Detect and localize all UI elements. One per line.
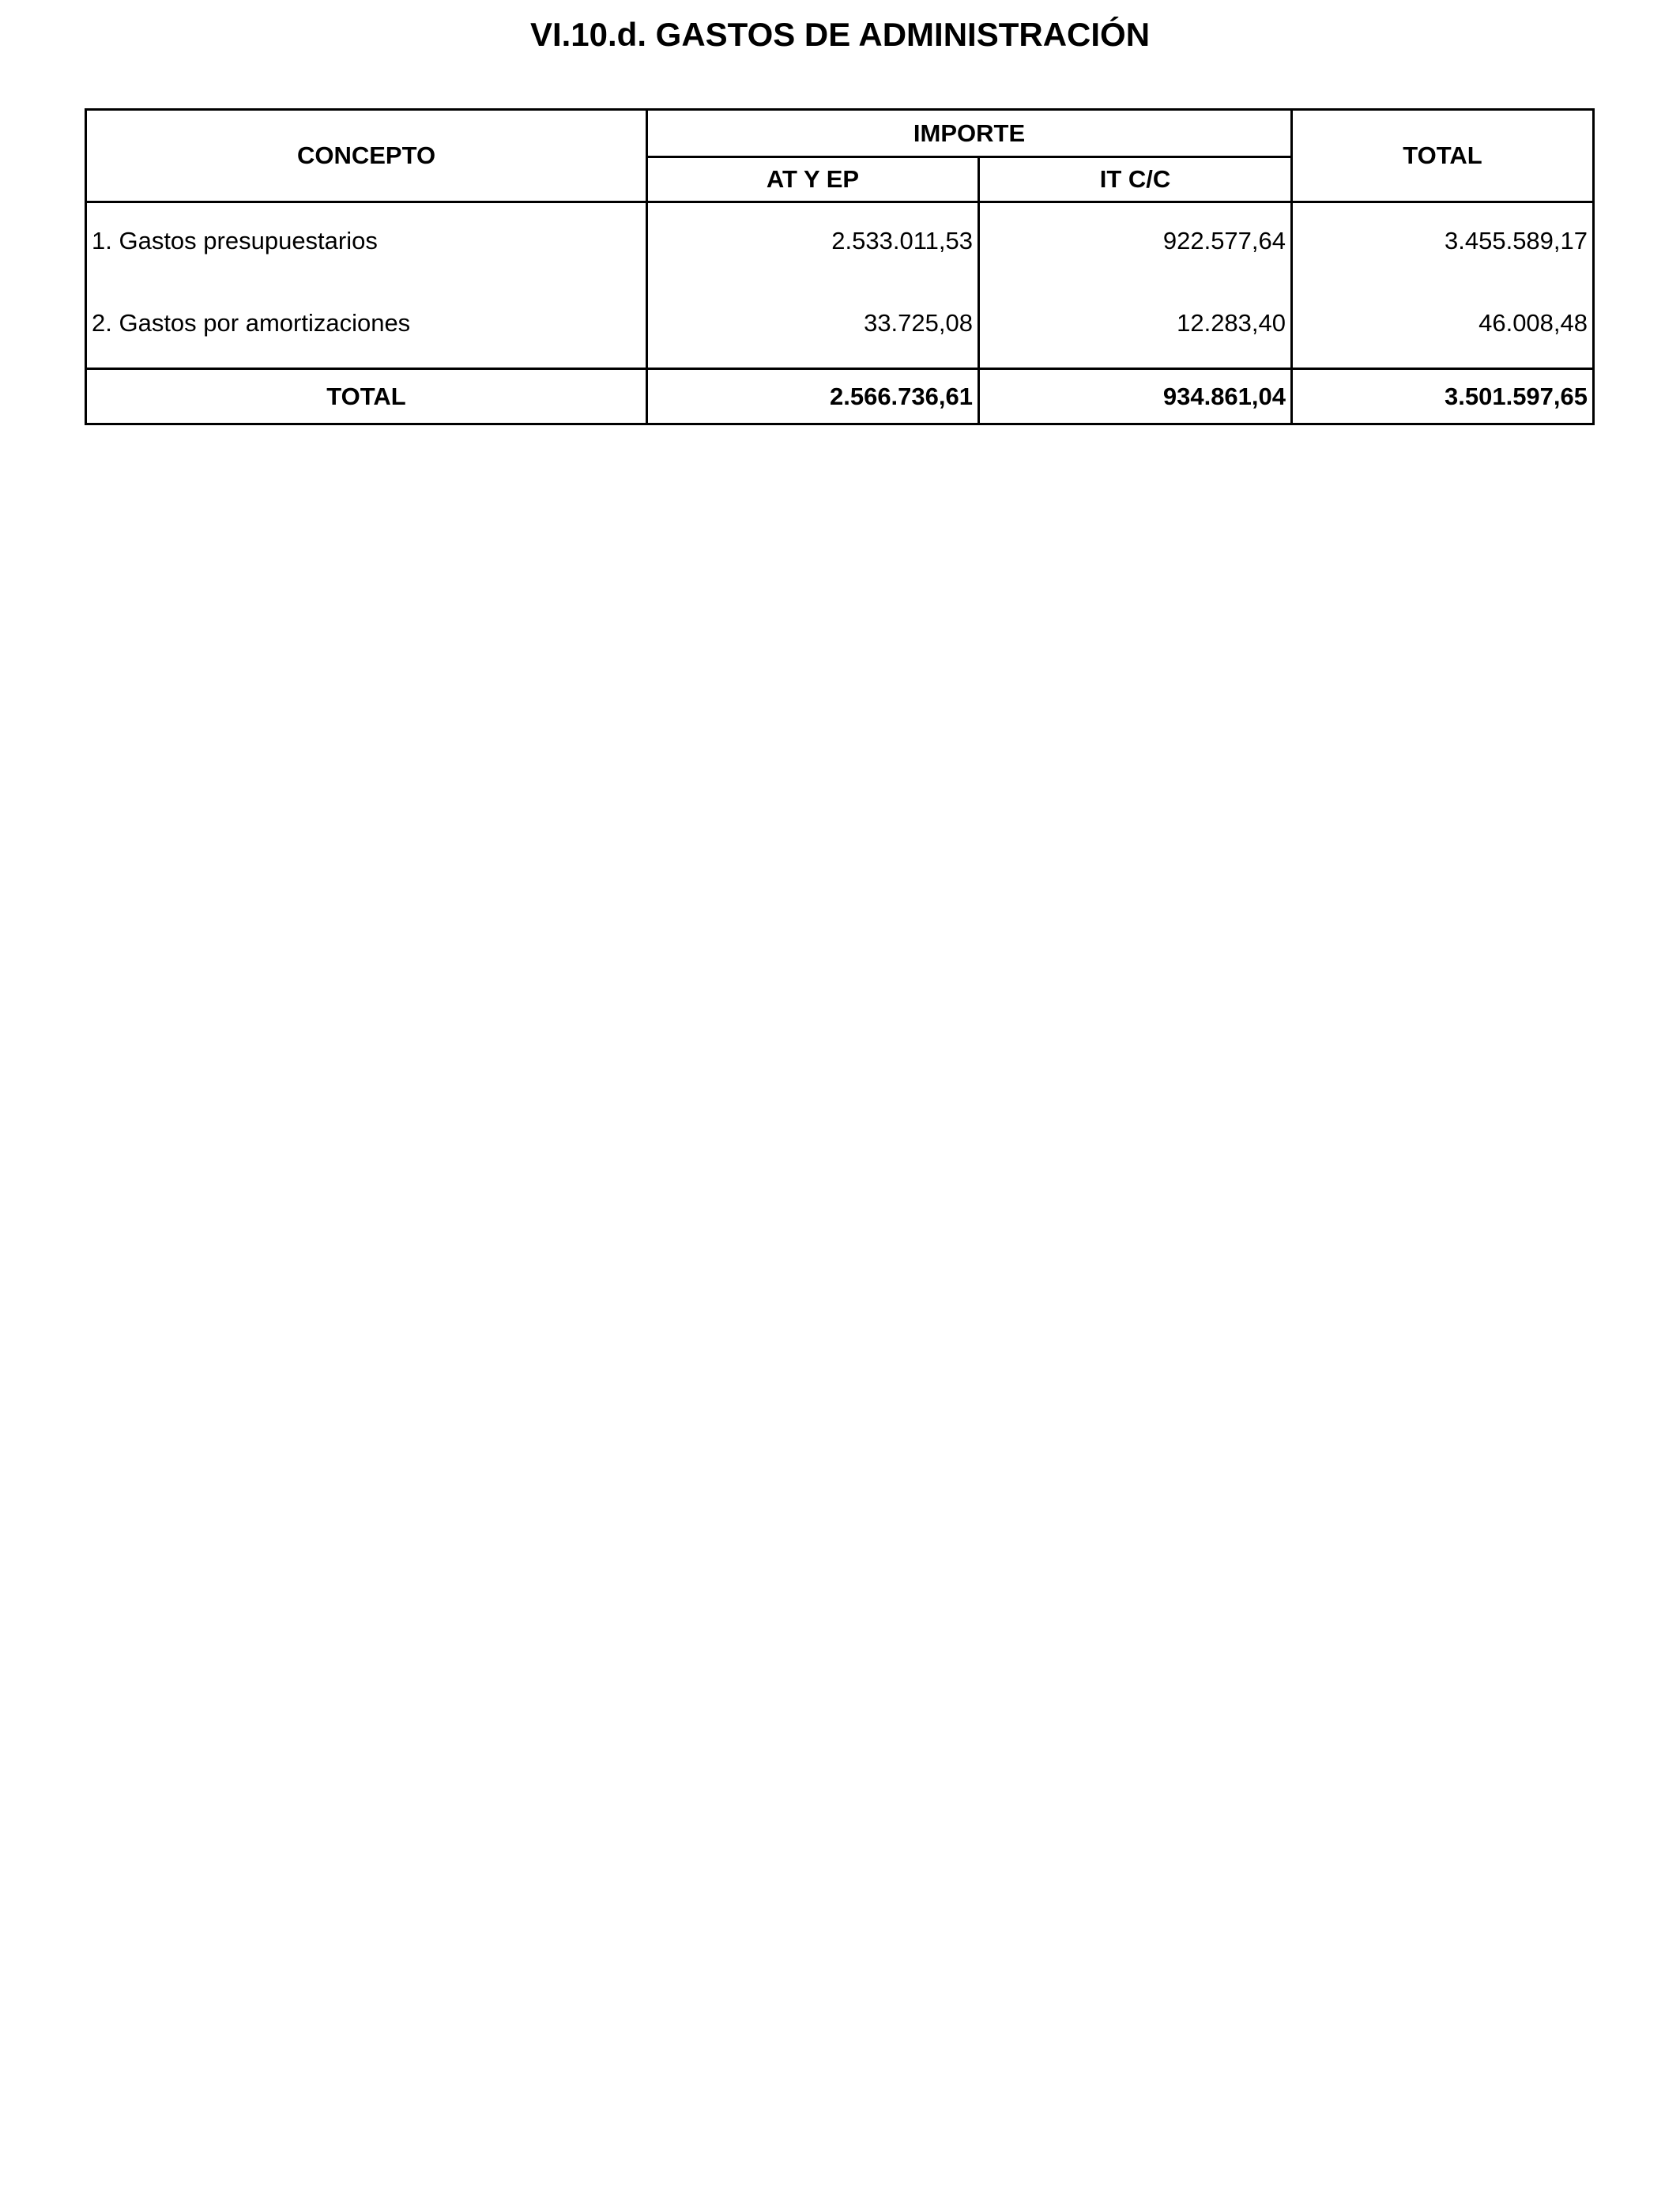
page-title: VI.10.d. GASTOS DE ADMINISTRACIÓN bbox=[529, 16, 1151, 53]
header-concepto: CONCEPTO bbox=[86, 110, 647, 202]
row-at-y-ep: 2.533.011,53 bbox=[647, 202, 979, 280]
row-concepto: 1. Gastos presupuestarios bbox=[86, 202, 647, 280]
header-importe: IMPORTE bbox=[647, 110, 1292, 157]
totals-row bbox=[86, 369, 1594, 424]
row-total: 46.008,48 bbox=[1292, 280, 1594, 369]
header-row-top bbox=[86, 110, 1594, 157]
totals-at-y-ep: 2.566.736,61 bbox=[647, 369, 979, 424]
header-it-cc: IT C/C bbox=[979, 157, 1292, 202]
totals-it-cc: 934.861,04 bbox=[979, 369, 1292, 424]
header-at-y-ep: AT Y EP bbox=[647, 157, 979, 202]
totals-total: 3.501.597,65 bbox=[1292, 369, 1594, 424]
table-row bbox=[86, 202, 1594, 280]
row-total: 3.455.589,17 bbox=[1292, 202, 1594, 280]
expenses-table bbox=[85, 108, 1595, 425]
row-at-y-ep: 33.725,08 bbox=[647, 280, 979, 369]
row-concepto: 2. Gastos por amortizaciones bbox=[86, 280, 647, 369]
totals-label: TOTAL bbox=[86, 369, 647, 424]
row-it-cc: 922.577,64 bbox=[979, 202, 1292, 280]
table-row bbox=[86, 280, 1594, 369]
row-it-cc: 12.283,40 bbox=[979, 280, 1292, 369]
header-total: TOTAL bbox=[1292, 110, 1594, 202]
